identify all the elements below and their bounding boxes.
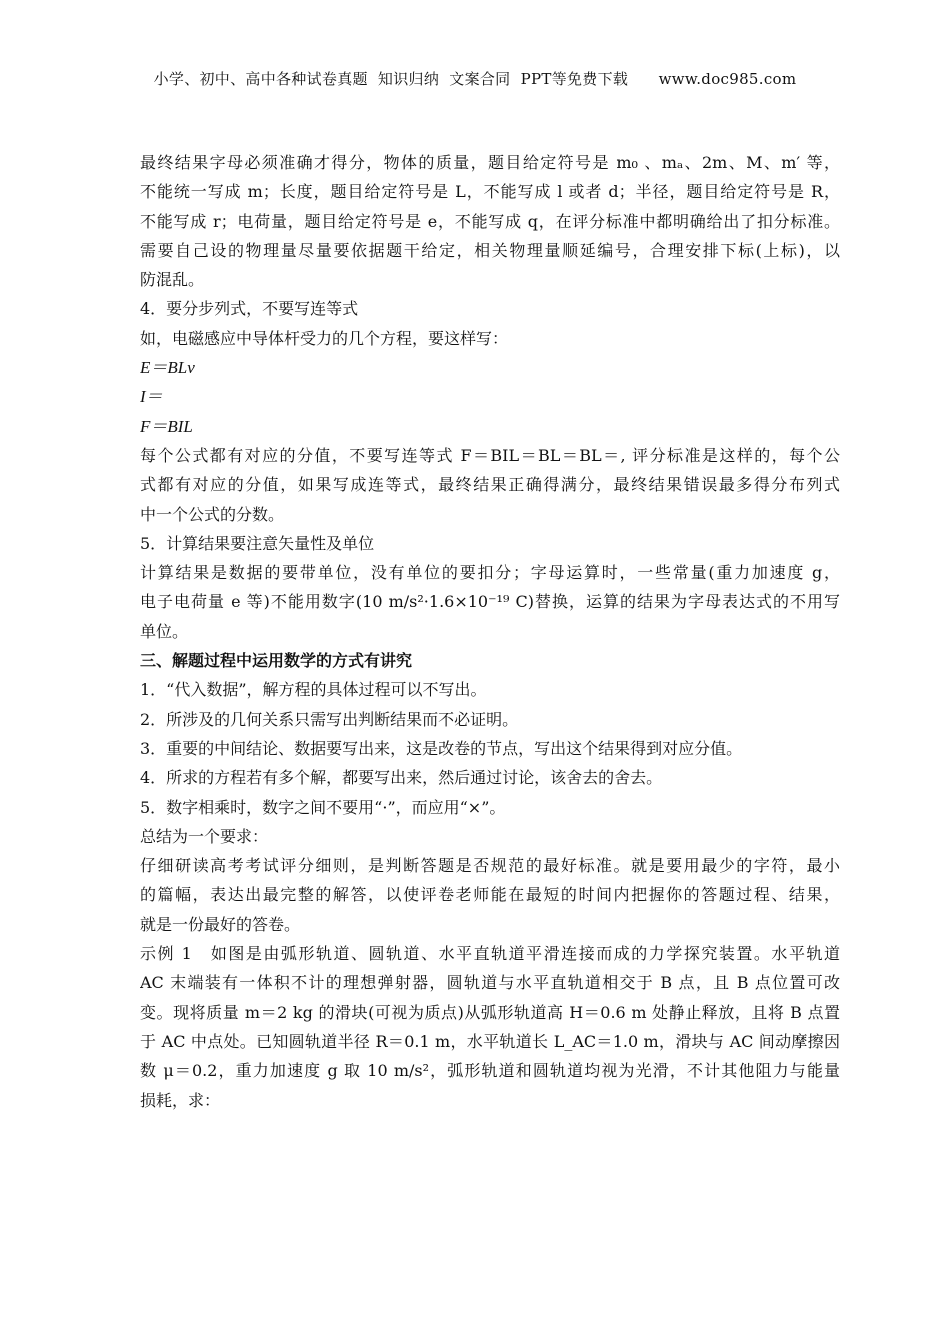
- text-line: 中一个公式的分数。: [140, 504, 285, 524]
- text-line: 每个公式都有对应的分值，不要写连等式 F＝BIL＝BL＝BL＝, 评分标准是这样的，每个公: [140, 445, 840, 465]
- text-line: 不能写成 r；电荷量，题目给定符号是 e，不能写成 q，在评分标准中都明确给出了扣分标准。: [140, 211, 840, 231]
- list-item: 4．所求的方程若有多个解，都要写出来，然后通过讨论，该舍去的舍去。: [140, 768, 663, 788]
- formula-line: E＝BLv: [140, 358, 195, 378]
- section-heading: 4．要分步列式，不要写连等式: [140, 299, 359, 319]
- text-line: 防混乱。: [140, 270, 205, 290]
- text-line: 单位。: [140, 621, 189, 641]
- text-line: 电子电荷量 e 等)不能用数字(10 m/s²·1.6×10⁻¹⁹ C)替换，运算的结果为字母表达式的不用写: [140, 592, 840, 612]
- formula-line: F＝BIL: [140, 416, 193, 436]
- text-line: 计算结果是数据的要带单位，没有单位的要扣分；字母运算时，一些常量(重力加速度 g，: [140, 563, 840, 583]
- text-line: 仔细研读高考考试评分细则，是判断答题是否规范的最好标准。就是要用最少的字符，最小: [140, 856, 840, 876]
- list-item: 1．“代入数据”，解方程的具体过程可以不写出。: [140, 680, 487, 700]
- section-heading: 5．计算结果要注意矢量性及单位: [140, 533, 375, 553]
- document-body: [140, 148, 840, 1115]
- list-item: 3．重要的中间结论、数据要写出来，这是改卷的节点，写出这个结果得到对应分值。: [140, 738, 743, 758]
- example-line: 示例 1 如图是由弧形轨道、圆轨道、水平直轨道平滑连接而成的力学探究装置。水平轨道: [140, 944, 840, 964]
- text-line: 就是一份最好的答卷。: [140, 914, 301, 934]
- text-line: 不能统一写成 m；长度，题目给定符号是 L，不能写成 l 或者 d；半径，题目给定符号是 R，: [140, 182, 840, 202]
- example-line: AC 末端装有一体积不计的理想弹射器，圆轨道与水平直轨道相交于 B 点，且 B 点位置可改: [140, 973, 840, 993]
- formula-line: I＝: [140, 387, 163, 407]
- text-line: 的篇幅，表达出最完整的解答，以使评卷老师能在最短的时间内把握你的答题过程、结果，: [140, 885, 840, 905]
- text-line: 式都有对应的分值，如果写成连等式，最终结果正确得满分，最终结果错误最多得分布列式: [140, 475, 840, 495]
- section-title: 三、解题过程中运用数学的方式有讲究: [140, 651, 413, 671]
- example-line: 数 μ＝0.2，重力加速度 g 取 10 m/s²，弧形轨道和圆轨道均视为光滑，不计其他阻力与能量: [140, 1061, 840, 1081]
- page-header: 小学、初中、高中各种试卷真题 知识归纳 文案合同 PPT等免费下载 www.doc985.com: [153, 70, 797, 88]
- example-line: 损耗，求：: [140, 1090, 221, 1110]
- list-item: 5．数字相乘时，数字之间不要用“·”，而应用“×”。: [140, 797, 506, 817]
- text-line: 最终结果字母必须准确才得分，物体的质量，题目给定符号是 m₀ 、mₐ、2m、M、m′ 等，: [140, 153, 840, 172]
- example-line: 变。现将质量 m＝2 kg 的滑块(可视为质点)从弧形轨道高 H＝0.6 m 处静止释放，且将 B 点置: [140, 1002, 840, 1022]
- example-line: 于 AC 中点处。已知圆轨道半径 R＝0.1 m，水平轨道长 L_AC＝1.0 m，滑块与 AC 间动摩擦因: [140, 1031, 840, 1051]
- text-line: 总结为一个要求：: [140, 826, 269, 846]
- text-line: 如，电磁感应中导体杆受力的几个方程，要这样写：: [140, 328, 509, 348]
- text-line: 需要自己设的物理量尽量要依据题干给定，相关物理量顺延编号，合理安排下标(上标)，以: [140, 240, 840, 260]
- list-item: 2．所涉及的几何关系只需写出判断结果而不必证明。: [140, 709, 519, 729]
